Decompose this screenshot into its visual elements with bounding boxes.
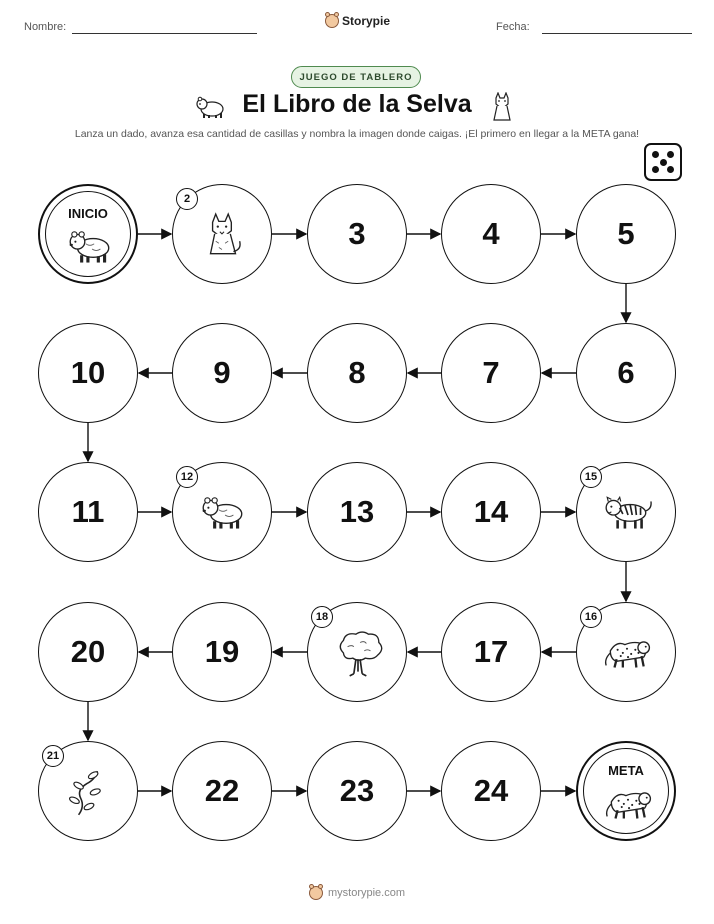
board-square [307, 602, 407, 702]
board-square [307, 184, 407, 284]
square-number: 8 [348, 355, 366, 390]
board-square [441, 184, 541, 284]
instructions-text: Lanza un dado, avanza esa cantidad de casillas y nombra la imagen donde caigas. ¡El primero en llegar a la META gana! [74, 128, 640, 140]
board-square [38, 602, 138, 702]
board-start-label: INICIO [68, 206, 108, 221]
board-square [38, 462, 138, 562]
leopard-icon [603, 781, 653, 831]
board-start-cell [38, 184, 138, 284]
square-number: 21 [42, 745, 64, 767]
board-square [576, 602, 676, 702]
bear-icon [65, 224, 115, 274]
vine-icon [64, 769, 114, 819]
square-number: 5 [617, 216, 635, 251]
board-square [441, 323, 541, 423]
square-number: 7 [482, 355, 500, 390]
footer-url: mystorypie.com [327, 887, 406, 899]
board-square [38, 741, 138, 841]
leopard-icon [602, 630, 652, 680]
board-square [172, 323, 272, 423]
square-number: 15 [580, 466, 602, 488]
page-title: El Libro de la Selva [242, 90, 472, 118]
board-square [307, 462, 407, 562]
tree-icon [333, 630, 383, 680]
square-number: 9 [213, 355, 231, 390]
square-number: 24 [473, 773, 509, 808]
square-number: 10 [70, 355, 106, 390]
square-number: 14 [473, 494, 509, 529]
square-number: 18 [311, 606, 333, 628]
board-square [441, 741, 541, 841]
board-square [441, 462, 541, 562]
board-square [576, 184, 676, 284]
board-square [172, 184, 272, 284]
footer [0, 886, 714, 900]
square-number: 19 [204, 634, 240, 669]
square-number: 20 [70, 634, 106, 669]
board-square [307, 323, 407, 423]
wolf-icon [198, 212, 248, 262]
square-number: 13 [339, 494, 375, 529]
tiger-icon [602, 490, 652, 540]
game-badge: JUEGO DE TABLERO [291, 66, 421, 88]
square-number: 3 [348, 216, 366, 251]
square-number: 6 [617, 355, 635, 390]
square-number: 2 [176, 188, 198, 210]
square-number: 12 [176, 466, 198, 488]
square-number: 23 [339, 773, 375, 808]
board-square [576, 462, 676, 562]
board-square [576, 323, 676, 423]
board-square [441, 602, 541, 702]
date-label: Fecha: [496, 21, 530, 33]
bear-icon [198, 490, 248, 540]
board-square [172, 602, 272, 702]
square-number: 17 [473, 634, 509, 669]
brand-name: Storypie [342, 14, 391, 28]
square-number: 22 [204, 773, 240, 808]
square-number: 16 [580, 606, 602, 628]
board-square [38, 323, 138, 423]
square-number: 11 [71, 494, 105, 529]
board-square [307, 741, 407, 841]
name-label: Nombre: [24, 21, 67, 33]
board-goal-label: META [608, 763, 644, 778]
board-goal-cell [576, 741, 676, 841]
square-number: 4 [482, 216, 500, 251]
board-square [172, 741, 272, 841]
storypie-logo-icon [309, 886, 323, 900]
board-square [172, 462, 272, 562]
